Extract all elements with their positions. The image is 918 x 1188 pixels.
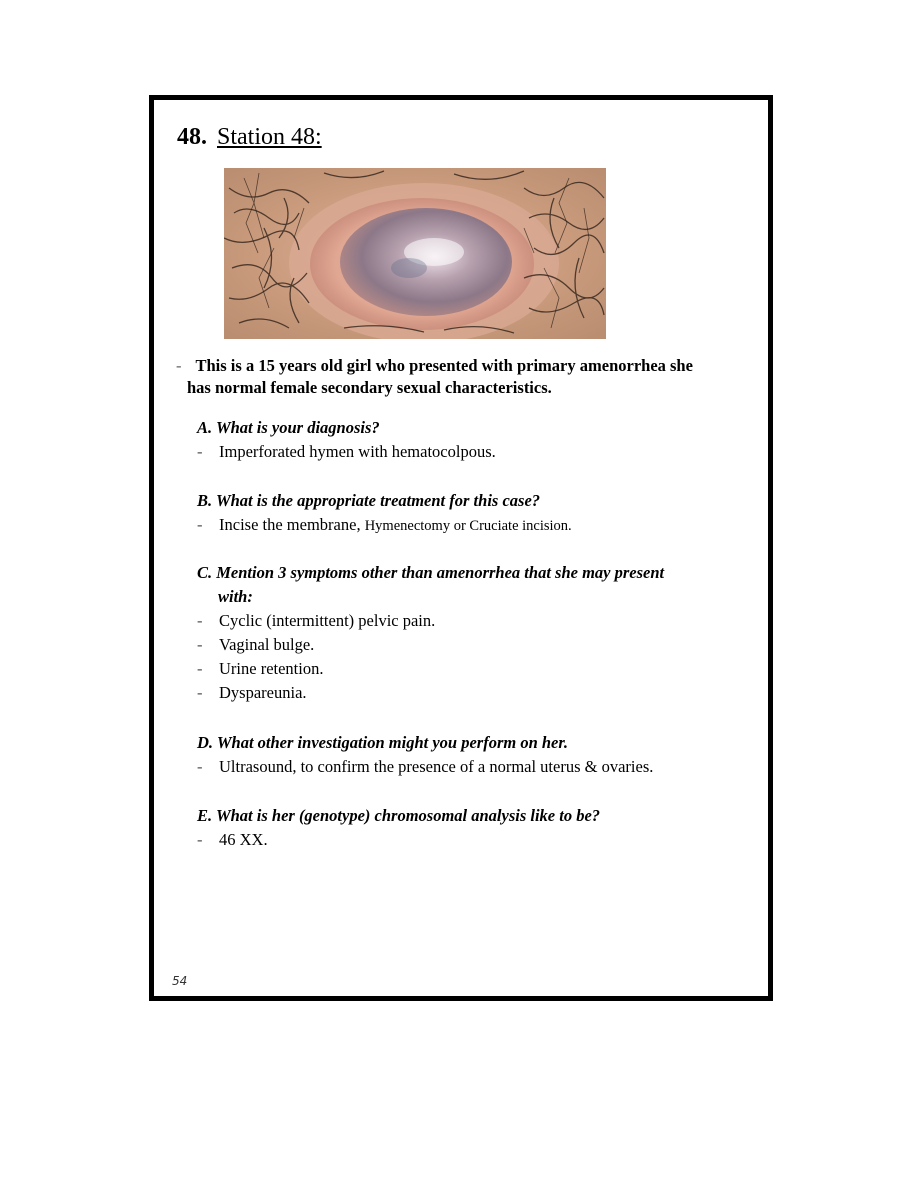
answer-c-item: [197, 633, 757, 657]
question-c-line1: C. Mention 3 symptoms other than amenorrhea that she may present: [197, 563, 665, 582]
answer-c-item: [197, 657, 757, 681]
answer-b-detail: Hymenectomy or Cruciate incision.: [364, 518, 572, 534]
answer-a-text: Imperforated hymen with hematocolpous.: [219, 442, 496, 461]
case-description: [176, 355, 751, 399]
clinical-photo: [224, 168, 606, 339]
answer-d-text: Ultrasound, to confirm the presence of a normal uterus & ovaries.: [219, 757, 654, 776]
case-description-line2: has normal female secondary sexual characteristics.: [187, 378, 552, 397]
bullet-dash: -: [197, 659, 203, 678]
answer-b-item: [197, 513, 757, 538]
question-b: B. What is the appropriate treatment for this case?: [197, 491, 541, 510]
answer-e-item: [197, 828, 757, 852]
answer-c-text-1: Cyclic (intermittent) pelvic pain.: [219, 611, 436, 630]
bullet-dash: -: [197, 830, 203, 849]
question-c-block: [197, 561, 757, 705]
bullet-dash: -: [197, 635, 203, 654]
clinical-photo-illustration: [224, 168, 606, 339]
answer-c-text-3: Urine retention.: [219, 659, 324, 678]
answer-b-main: Incise the membrane,: [219, 515, 361, 534]
answer-c-item: [197, 609, 757, 633]
answer-d-item: [197, 755, 757, 779]
case-description-line1: This is a 15 years old girl who presented with primary amenorrhea she: [195, 356, 693, 375]
question-d-block: [197, 731, 757, 779]
bullet-dash: -: [197, 757, 203, 776]
question-b-block: [197, 489, 757, 538]
answer-c-item: [197, 681, 757, 705]
bullet-dash: -: [197, 515, 203, 534]
question-c-line2: with:: [218, 587, 253, 606]
answer-e-text: 46 XX.: [219, 830, 268, 849]
question-c: [197, 561, 757, 609]
page-number: 54: [172, 974, 188, 988]
question-d: D. What other investigation might you perform on her.: [197, 733, 569, 752]
question-e-block: [197, 804, 757, 852]
bullet-dash: -: [197, 683, 203, 702]
answer-c-text-4: Dyspareunia.: [219, 683, 307, 702]
answer-a-item: [197, 440, 757, 464]
frame-notch: [149, 608, 154, 996]
page-frame: [149, 95, 773, 1001]
station-label: Station 48:: [217, 124, 322, 150]
answer-c-text-2: Vaginal bulge.: [219, 635, 315, 654]
station-title: [177, 122, 322, 152]
question-a: A. What is your diagnosis?: [197, 418, 380, 437]
intro-dash: -: [176, 356, 182, 375]
question-e: E. What is her (genotype) chromosomal analysis like to be?: [197, 806, 601, 825]
bullet-dash: -: [197, 442, 203, 461]
station-number: 48.: [177, 124, 207, 150]
bullet-dash: -: [197, 611, 203, 630]
question-a-block: [197, 416, 757, 464]
